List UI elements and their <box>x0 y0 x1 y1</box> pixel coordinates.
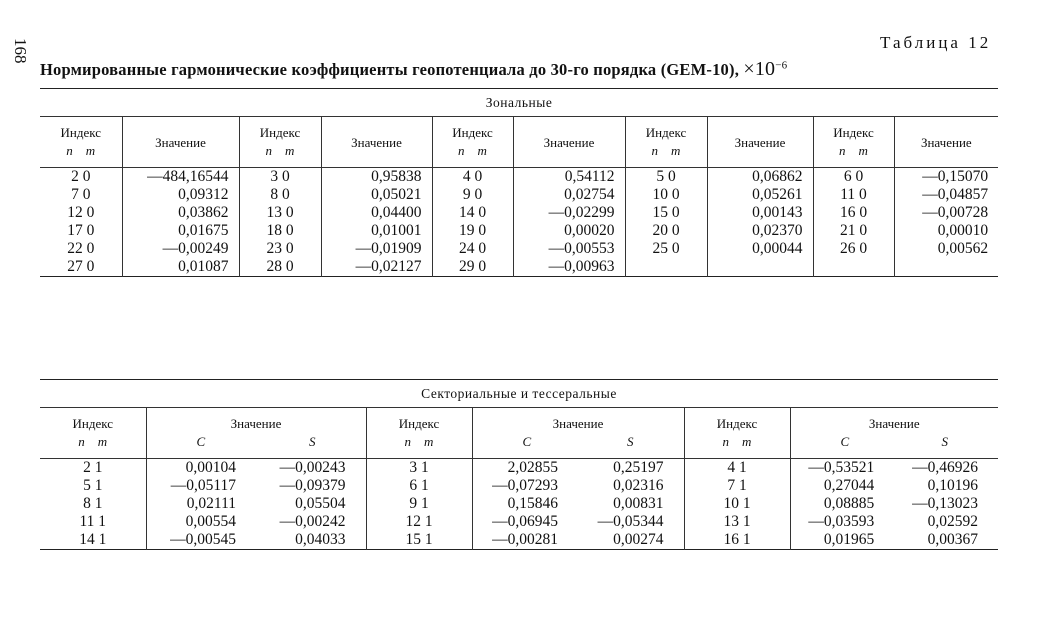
value-header <box>472 408 684 459</box>
value-cell: 0,00020 <box>564 222 615 239</box>
m-label: m <box>858 143 868 158</box>
index-cell: 27 0 <box>67 258 95 275</box>
n-label: n <box>458 143 465 158</box>
value-column <box>894 168 998 277</box>
index-cell: 17 0 <box>67 222 95 239</box>
cs-row <box>791 513 999 531</box>
cs-row <box>791 495 999 513</box>
index-column <box>684 459 790 550</box>
cs-row <box>147 495 366 513</box>
index-cell: 15 1 <box>405 531 433 548</box>
index-cell: 3 1 <box>409 459 429 476</box>
index-column <box>239 168 321 277</box>
index-cell: 24 0 <box>458 240 487 257</box>
n-label: n <box>651 143 659 158</box>
n-label: n <box>404 434 412 449</box>
title-text: Нормированные гармонические коэффициенты геопотенциала до 30-го порядка (GEM-10), <box>40 60 740 79</box>
index-cell: 14 0 <box>458 204 487 221</box>
index-header <box>366 408 472 459</box>
value-column <box>707 168 813 277</box>
value-cell: 0,01001 <box>371 222 422 239</box>
c-value: —0,00281 <box>492 531 558 548</box>
n-label: n <box>78 434 85 449</box>
value-column <box>513 168 625 277</box>
c-value: 0,02111 <box>186 495 236 512</box>
value-label: Значение <box>230 416 282 431</box>
index-cell: 9 1 <box>409 495 429 512</box>
index-header <box>813 117 894 168</box>
cs-row <box>147 531 366 549</box>
value-label: Значение <box>868 416 920 431</box>
value-cell: —0,00963 <box>548 258 615 275</box>
index-label: Индекс <box>716 416 758 431</box>
index-cell: 4 1 <box>727 459 747 476</box>
s-value: —0,05344 <box>597 513 664 530</box>
index-cell: 22 0 <box>67 240 95 257</box>
s-value: 0,04033 <box>295 531 346 548</box>
nm-label <box>433 142 513 160</box>
c-value: 0,08885 <box>823 495 875 512</box>
c-label: C <box>522 434 532 449</box>
value-cell: 0,01087 <box>178 258 229 275</box>
index-cell: 2 0 <box>71 168 91 185</box>
nm-label <box>240 142 321 160</box>
c-value: 0,27044 <box>823 477 875 494</box>
value-column <box>472 459 684 550</box>
index-cell: 9 0 <box>462 186 483 203</box>
value-cell: 0,02754 <box>564 186 615 203</box>
tesseral-caption: Секториальные и тессеральные <box>40 380 998 408</box>
c-value: 0,01965 <box>823 531 875 548</box>
index-column <box>432 168 513 277</box>
value-cell: —0,04857 <box>922 186 989 203</box>
s-value: 0,02592 <box>927 513 978 530</box>
s-value: 0,00367 <box>927 531 978 548</box>
s-value: —0,00242 <box>279 513 346 530</box>
m-label: m <box>742 434 752 449</box>
value-cell: —0,02299 <box>548 204 615 221</box>
index-header <box>432 117 513 168</box>
index-cell: 8 0 <box>270 186 290 203</box>
value-header: Значение <box>707 117 813 168</box>
cs-row <box>473 477 684 495</box>
s-value: 0,05504 <box>295 495 346 512</box>
zonal-caption: Зональные <box>40 89 998 117</box>
index-label: Индекс <box>259 125 301 140</box>
index-cell: 6 1 <box>409 477 429 494</box>
value-cell: —0,00728 <box>922 204 989 221</box>
c-value: —0,03593 <box>808 513 875 530</box>
m-label: m <box>85 143 96 158</box>
index-cell: 20 0 <box>652 222 680 239</box>
zonal-table <box>40 88 998 277</box>
value-column <box>146 459 366 550</box>
n-label: n <box>265 143 273 158</box>
index-cell: 10 0 <box>652 186 680 203</box>
index-cell: 13 1 <box>723 513 751 530</box>
nm-label <box>40 433 146 451</box>
value-header: Значение <box>894 117 998 168</box>
index-header <box>684 408 790 459</box>
c-value: —0,06945 <box>492 513 558 530</box>
cs-row <box>147 513 366 531</box>
title-exponent: −6 <box>775 59 788 72</box>
s-value: —0,09379 <box>279 477 346 494</box>
c-label: C <box>196 434 206 449</box>
index-cell: 5 1 <box>83 477 103 494</box>
index-cell: 16 1 <box>723 531 751 548</box>
value-cell: —484,16544 <box>147 168 229 185</box>
c-value: —0,07293 <box>492 477 558 494</box>
value-cell: —0,00249 <box>162 240 229 257</box>
nm-label <box>626 142 707 160</box>
index-cell: 25 0 <box>652 240 680 257</box>
value-label: Значение <box>552 416 604 431</box>
value-column <box>790 459 998 550</box>
index-cell: 12 0 <box>67 204 95 221</box>
cs-labels <box>147 433 366 451</box>
s-value: —0,46926 <box>912 459 978 476</box>
cs-labels <box>473 433 684 451</box>
index-label: Индекс <box>60 125 101 140</box>
cs-row <box>147 459 366 477</box>
n-label: n <box>722 434 730 449</box>
index-label: Индекс <box>452 125 493 140</box>
index-cell: 2 1 <box>83 459 103 476</box>
value-column <box>321 168 432 277</box>
value-cell: 0,02370 <box>752 222 803 239</box>
s-value: —0,00243 <box>279 459 346 476</box>
index-cell: 4 0 <box>462 168 483 185</box>
index-cell: 29 0 <box>458 258 487 275</box>
value-cell: 0,06862 <box>752 168 803 185</box>
value-cell: —0,00553 <box>548 240 615 257</box>
value-cell: 0,95838 <box>371 168 422 185</box>
table-number: Таблица 12 <box>880 33 992 52</box>
index-column <box>625 168 707 277</box>
index-header <box>239 117 321 168</box>
value-cell: 0,00143 <box>752 204 803 221</box>
s-value: 0,00274 <box>613 531 664 548</box>
index-cell: 14 1 <box>79 531 107 548</box>
page-number: 168 <box>11 38 30 64</box>
index-cell: 21 0 <box>839 222 868 239</box>
index-label: Индекс <box>833 125 874 140</box>
index-label: Индекс <box>72 416 113 431</box>
m-label: m <box>671 143 681 158</box>
value-cell: 0,01675 <box>178 222 229 239</box>
m-label: m <box>477 143 487 158</box>
value-cell: 0,05021 <box>371 186 422 203</box>
s-value: 0,02316 <box>613 477 664 494</box>
index-column <box>813 168 894 277</box>
value-cell: —0,15070 <box>922 168 989 185</box>
value-cell: 0,00044 <box>752 240 803 257</box>
value-cell: 0,00562 <box>937 240 989 257</box>
cs-row <box>147 477 366 495</box>
cs-row <box>473 513 684 531</box>
c-label: C <box>840 434 850 449</box>
value-cell: 0,54112 <box>564 168 615 185</box>
index-cell: 11 0 <box>840 186 867 203</box>
index-cell: 19 0 <box>458 222 487 239</box>
index-cell: 26 0 <box>839 240 868 257</box>
cs-labels <box>791 433 999 451</box>
value-cell: —0,01909 <box>355 240 422 257</box>
index-cell: 8 1 <box>83 495 103 512</box>
index-cell: 16 0 <box>839 204 868 221</box>
index-cell: 18 0 <box>266 222 294 239</box>
value-header: Значение <box>321 117 432 168</box>
s-value: 0,00831 <box>613 495 664 512</box>
value-cell: 0,00010 <box>937 222 989 239</box>
c-value: —0,53521 <box>808 459 875 476</box>
s-value: 0,10196 <box>927 477 978 494</box>
index-header <box>40 408 146 459</box>
index-cell: 7 1 <box>727 477 747 494</box>
value-cell: 0,09312 <box>178 186 229 203</box>
table-title <box>40 58 787 81</box>
index-cell: 7 0 <box>71 186 91 203</box>
index-cell: 12 1 <box>405 513 433 530</box>
title-multiplier: ×10 <box>743 58 776 80</box>
cs-row <box>473 459 684 477</box>
c-value: 0,00104 <box>185 459 236 476</box>
index-header <box>625 117 707 168</box>
index-column <box>40 168 122 277</box>
index-label: Индекс <box>398 416 440 431</box>
cs-row <box>473 495 684 513</box>
s-value: 0,25197 <box>613 459 664 476</box>
index-header <box>40 117 122 168</box>
c-value: —0,05117 <box>170 477 236 494</box>
nm-label <box>814 142 894 160</box>
c-value: —0,00545 <box>170 531 236 548</box>
index-cell: 6 0 <box>843 168 864 185</box>
index-cell: 28 0 <box>266 258 294 275</box>
c-value: 0,15846 <box>507 495 558 512</box>
nm-label <box>367 433 472 451</box>
index-cell: 10 1 <box>723 495 751 512</box>
m-label: m <box>97 434 108 449</box>
value-column <box>122 168 239 277</box>
c-value: 2,02855 <box>507 459 558 476</box>
c-value: 0,00554 <box>185 513 236 530</box>
s-value: —0,13023 <box>912 495 978 512</box>
value-cell: 0,05261 <box>752 186 803 203</box>
index-cell: 15 0 <box>652 204 680 221</box>
tesseral-table <box>40 379 998 550</box>
index-column <box>366 459 472 550</box>
n-label: n <box>839 143 846 158</box>
index-label: Индекс <box>645 125 687 140</box>
value-header <box>146 408 366 459</box>
index-cell: 5 0 <box>656 168 676 185</box>
cs-row <box>791 459 999 477</box>
index-cell: 23 0 <box>266 240 294 257</box>
m-label: m <box>285 143 295 158</box>
index-cell: 13 0 <box>266 204 294 221</box>
s-label: S <box>941 434 949 449</box>
cs-row <box>791 531 999 549</box>
m-label: m <box>424 434 434 449</box>
value-cell: 0,03862 <box>178 204 229 221</box>
nm-label <box>685 433 790 451</box>
value-header: Значение <box>513 117 625 168</box>
cs-row <box>791 477 999 495</box>
s-label: S <box>309 434 316 449</box>
index-cell: 11 1 <box>79 513 107 530</box>
n-label: n <box>66 143 73 158</box>
index-column <box>40 459 146 550</box>
value-cell: —0,02127 <box>355 258 422 275</box>
s-label: S <box>627 434 634 449</box>
value-cell: 0,04400 <box>371 204 422 221</box>
cs-row <box>473 531 684 549</box>
nm-label <box>40 142 122 160</box>
index-cell: 3 0 <box>270 168 290 185</box>
value-header: Значение <box>122 117 239 168</box>
value-header <box>790 408 998 459</box>
